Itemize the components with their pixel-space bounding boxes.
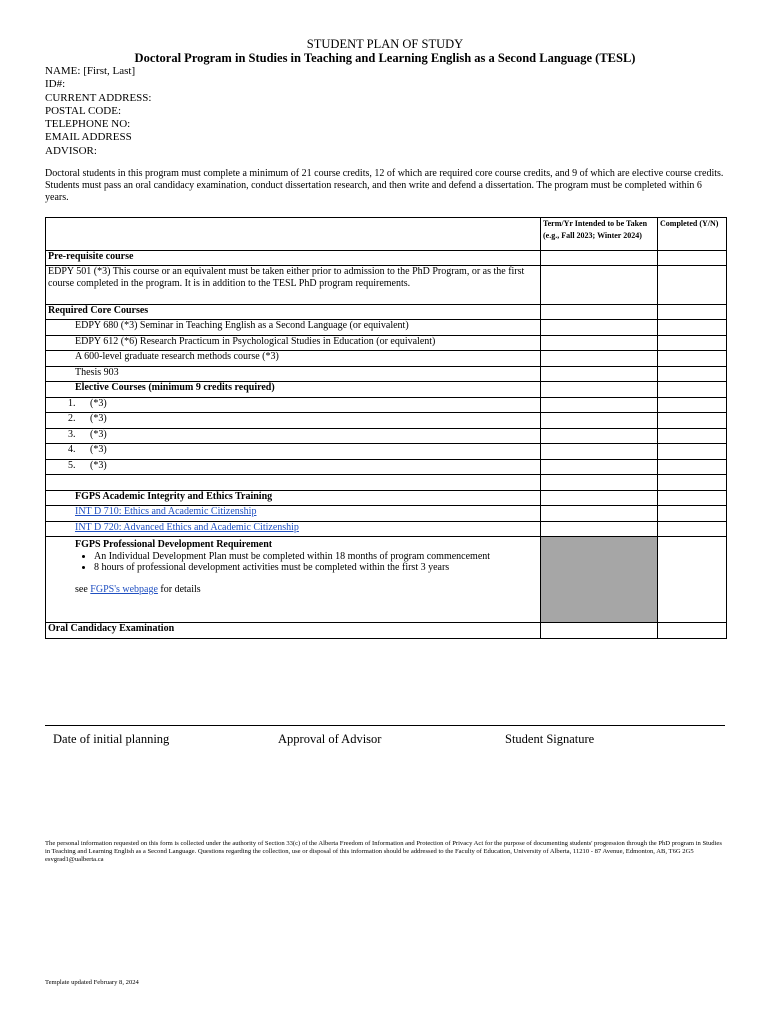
term-cell[interactable]: [541, 382, 658, 398]
completed-cell[interactable]: [658, 537, 727, 623]
pd-see-text: see: [75, 583, 91, 595]
elective-course[interactable]: [46, 428, 541, 444]
core-course: A 600-level graduate research methods course (*3): [46, 351, 541, 367]
elective-heading: Elective Courses (minimum 9 credits required): [46, 382, 541, 398]
date-label: Date of initial planning: [53, 732, 170, 746]
table-row: [46, 351, 727, 367]
telephone-field[interactable]: TELEPHONE NO:: [45, 118, 131, 131]
table-row: [46, 623, 727, 639]
term-cell[interactable]: [541, 413, 658, 429]
term-cell[interactable]: [541, 475, 658, 491]
table-row: [46, 537, 727, 623]
completed-cell[interactable]: [658, 475, 727, 491]
student-signature-label: Student Signature: [505, 732, 595, 746]
page-title: STUDENT PLAN OF STUDY: [306, 37, 464, 51]
completed-cell[interactable]: [658, 366, 727, 382]
elective-credits: (*3): [90, 444, 107, 455]
oral-candidacy-heading: Oral Candidacy Examination: [46, 623, 541, 639]
completed-cell[interactable]: [658, 413, 727, 429]
term-cell[interactable]: [541, 506, 658, 522]
core-course: EDPY 612 (*6) Research Practicum in Psychological Studies in Education (or equivalent): [46, 335, 541, 351]
pd-list: [46, 551, 538, 574]
pd-heading: FGPS Professional Development Requirement: [75, 539, 273, 550]
table-row: [46, 490, 727, 506]
table-row: [46, 521, 727, 537]
term-cell[interactable]: [541, 366, 658, 382]
elective-credits: (*3): [90, 413, 107, 424]
term-cell[interactable]: [541, 444, 658, 460]
term-cell[interactable]: [541, 623, 658, 639]
term-cell[interactable]: [541, 428, 658, 444]
completed-cell[interactable]: [658, 506, 727, 522]
completed-cell[interactable]: [658, 305, 727, 320]
completed-cell[interactable]: [658, 397, 727, 413]
completed-column-header: Completed (Y/N): [658, 218, 727, 251]
table-row: [46, 366, 727, 382]
template-updated: Template updated February 8, 2024: [45, 979, 139, 986]
blank-cell: [46, 475, 541, 491]
term-cell[interactable]: [541, 251, 658, 266]
completed-cell[interactable]: [658, 459, 727, 475]
term-cell[interactable]: [541, 305, 658, 320]
plan-of-study-table: [45, 217, 727, 639]
completed-cell[interactable]: [658, 444, 727, 460]
table-row: [46, 444, 727, 460]
ethics-heading: FGPS Academic Integrity and Ethics Training: [46, 490, 541, 506]
completed-cell[interactable]: [658, 382, 727, 398]
table-row: [46, 475, 727, 491]
term-cell[interactable]: [541, 459, 658, 475]
elective-course[interactable]: [46, 413, 541, 429]
privacy-notice: The personal information requested on this form is collected under the authority of Section 33(c) of the Alberta Freedom of Information and Protection of Privacy Act for the purpose of documenting students' progression through the PhD program in Studies in Teaching and Learning English as a Second Language. Questions regarding the collection, use or disposal of this information should be addressed to the Faculty of Education, University of Alberta, 11210 - 87 Avenue, Edmonton, AB, T6G 2G5 esvgrad1@ualberta.ca: [45, 840, 722, 863]
advisor-field[interactable]: ADVISOR:: [45, 144, 97, 157]
elective-number: 4.: [68, 444, 76, 455]
prereq-text: EDPY 501 (*3) This course or an equivalent must be taken either prior to admission to the PhD Program, or as the first course completed in the program. It is in addition to the TESL PhD program requirements.: [46, 266, 541, 305]
completed-cell[interactable]: [658, 266, 727, 305]
table-header-row: [46, 218, 727, 251]
elective-number: 1.: [68, 397, 76, 409]
elective-number: 5.: [68, 459, 76, 471]
completed-cell[interactable]: [658, 335, 727, 351]
table-row: [46, 506, 727, 522]
completed-cell[interactable]: [658, 521, 727, 537]
advisor-approval-label: Approval of Advisor: [278, 732, 382, 746]
completed-cell[interactable]: [658, 351, 727, 367]
term-column-header: Term/Yr Intended to be Taken (e.g., Fall 2023; Winter 2024): [541, 218, 658, 251]
student-info-fields: [45, 65, 151, 158]
term-cell[interactable]: [541, 397, 658, 413]
program-description: Doctoral students in this program must complete a minimum of 21 course credits, 12 of which are required core course credits, and 9 of which are elective course credits. Students must pass an oral candidacy examination, conduct dissertation research, and then write and defend a dissertation. The program must be completed within 6 years.: [45, 168, 724, 204]
table-row: [46, 320, 727, 336]
term-cell[interactable]: [541, 521, 658, 537]
table-row: [46, 266, 727, 305]
id-field[interactable]: ID#:: [45, 78, 66, 91]
elective-credits: (*3): [90, 428, 107, 440]
elective-credits: (*3): [90, 459, 107, 471]
elective-number: 3.: [68, 428, 76, 440]
elective-course[interactable]: [46, 444, 541, 460]
table-row: [46, 413, 727, 429]
completed-cell[interactable]: [658, 320, 727, 336]
postal-code-field[interactable]: POSTAL CODE:: [45, 104, 122, 117]
address-field[interactable]: CURRENT ADDRESS:: [45, 91, 152, 104]
table-row: [46, 305, 727, 320]
completed-cell[interactable]: [658, 490, 727, 506]
shaded-cell: [541, 537, 658, 623]
pd-requirement-cell: [46, 537, 541, 623]
table-row: [46, 428, 727, 444]
pd-after-text: for details: [157, 583, 201, 595]
intd-720-link[interactable]: INT D 720: Advanced Ethics and Academic Citizenship: [75, 521, 299, 533]
elective-course[interactable]: [46, 459, 541, 475]
term-cell[interactable]: [541, 335, 658, 351]
program-subtitle: Doctoral Program in Studies in Teaching and Learning English as a Second Language (TESL): [134, 51, 636, 65]
elective-number: 2.: [68, 413, 76, 424]
header-blank-cell: [46, 218, 541, 251]
term-cell[interactable]: [541, 320, 658, 336]
pd-see-line: [75, 584, 538, 596]
elective-course[interactable]: [46, 397, 541, 413]
core-course: Thesis 903: [46, 366, 541, 382]
core-course: EDPY 680 (*3) Seminar in Teaching English as a Second Language (or equivalent): [46, 320, 541, 336]
table-row: [46, 459, 727, 475]
completed-cell[interactable]: [658, 251, 727, 266]
completed-cell[interactable]: [658, 623, 727, 639]
list-item: • 8 hours of professional development activities must be completed within the first 3 years: [94, 562, 538, 574]
completed-cell[interactable]: [658, 428, 727, 444]
name-field[interactable]: NAME: [First, Last]: [45, 65, 136, 77]
table-row: [46, 397, 727, 413]
term-cell[interactable]: [541, 266, 658, 305]
table-row: [46, 335, 727, 351]
fgps-webpage-link[interactable]: FGPS's webpage: [90, 583, 158, 595]
signature-line: [45, 725, 725, 726]
list-item: • An Individual Development Plan must be completed within 18 months of program commencement: [94, 551, 538, 563]
term-cell[interactable]: [541, 351, 658, 367]
table-row: [46, 251, 727, 266]
table-row: [46, 382, 727, 398]
intd-710-link[interactable]: INT D 710: Ethics and Academic Citizenship: [75, 506, 257, 517]
core-heading: Required Core Courses: [46, 305, 541, 320]
elective-credits: (*3): [90, 397, 107, 409]
prereq-heading: Pre-requisite course: [46, 251, 541, 266]
term-cell[interactable]: [541, 490, 658, 506]
email-field[interactable]: EMAIL ADDRESS: [45, 131, 132, 144]
